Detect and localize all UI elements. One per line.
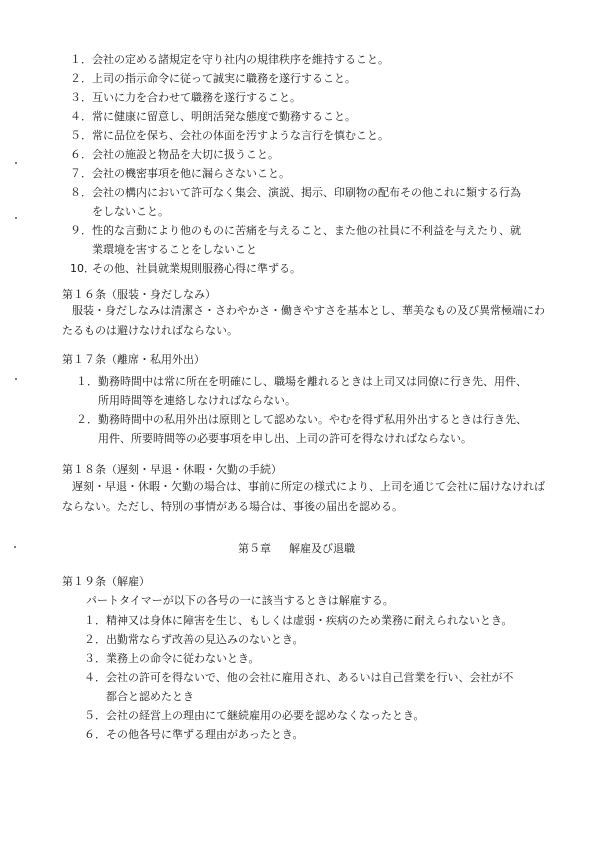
- item-text: 上司の指示命令に従って誠実に職務を遂行すること。: [92, 72, 356, 85]
- chapter-number: 第５章: [238, 542, 271, 555]
- item-number: ４．: [84, 671, 106, 684]
- list-item: [84, 630, 524, 649]
- item-number: ４．: [70, 110, 92, 123]
- item-number: ２．: [84, 633, 106, 646]
- item-text: 会社の機密事項を他に漏らさないこと。: [92, 167, 290, 180]
- item-text: 用件、所要時間等の必要事項を申し出、上司の許可を得なければならない。: [98, 432, 472, 445]
- item-text: 会社の経営上の理由にて継続雇用の必要を認めなくなったとき。: [106, 709, 425, 722]
- item-number: １．: [84, 614, 106, 627]
- list-item: [76, 372, 527, 410]
- list-item: [84, 649, 524, 668]
- list-item: [70, 69, 530, 88]
- list-item: [76, 410, 527, 448]
- list-item: [70, 221, 530, 259]
- item-text: 都合と認めたとき: [106, 690, 194, 703]
- item-number: ６．: [84, 728, 106, 741]
- item-text: その他、社員就業規則服務心得に準ずる。: [92, 262, 301, 275]
- item-text: 会社の許可を得ないで、他の会社に雇用され、あるいは自己営業を行い、会社が不: [106, 671, 514, 684]
- article-18-heading: 第１８条（遅刻・早退・休暇・欠勤の手続）: [62, 463, 282, 476]
- item-number: ３．: [70, 91, 92, 104]
- list-item: [84, 706, 524, 725]
- item-text: 常に健康に留意し、明朗活発な態度で勤務すること。: [92, 110, 356, 123]
- item-number: １．: [70, 53, 92, 66]
- item-number: ２．: [76, 413, 98, 426]
- scan-speck: [14, 546, 16, 548]
- article-16-line: 服装・身だしなみは清潔さ・さわやかさ・働きやすさを基本とし、華美なもの及び異常極端にわ: [72, 304, 545, 317]
- article-19-list: [84, 611, 524, 744]
- item-number: ５．: [70, 129, 92, 142]
- list-item: [70, 145, 530, 164]
- list-item: [70, 183, 530, 221]
- item-number: ９．: [70, 224, 92, 237]
- item-text: をしないこと。: [92, 205, 169, 218]
- article-16-line: たるものは避けなければならない。: [62, 324, 238, 337]
- article-16-body: [62, 301, 545, 341]
- item-number: ５．: [84, 709, 106, 722]
- article-18-line: ならない。ただし、特別の事情がある場合は、事後の届出を認める。: [62, 500, 403, 513]
- item-number: ２．: [70, 72, 92, 85]
- item-text: 業務上の命令に従わないとき。: [106, 652, 260, 665]
- item-text: 出勤常ならず改善の見込みのないとき。: [106, 633, 304, 646]
- scan-speck: [15, 217, 17, 219]
- list-item: [70, 164, 530, 183]
- item-text: 互いに力を合わせて職務を遂行すること。: [92, 91, 301, 104]
- article-17-list: [76, 372, 527, 448]
- item-text: 業環境を害することをしないこと: [92, 243, 257, 256]
- item-number: １．: [76, 375, 98, 388]
- list-item: [84, 725, 524, 744]
- list-item: [70, 259, 530, 278]
- scan-speck: [15, 378, 17, 380]
- item-text: 所用時間等を連絡しなければならない。: [98, 394, 296, 407]
- item-number: ３．: [84, 652, 106, 665]
- article-16-heading: 第１６条（服装・身だしなみ）: [62, 288, 216, 301]
- list-item: [84, 611, 524, 630]
- chapter-heading: [238, 541, 355, 557]
- article-19-heading: 第１９条（解雇）: [62, 575, 150, 588]
- rules-list: [70, 50, 530, 278]
- list-item: [70, 107, 530, 126]
- list-item: [70, 126, 530, 145]
- article-17-heading: 第１７条（離席・私用外出）: [62, 353, 205, 366]
- item-number: ７．: [70, 167, 92, 180]
- article-19-intro: パートタイマーが以下の各号の一に該当するときは解雇する。: [86, 594, 394, 607]
- item-text: 会社の構内において許可なく集会、演説、掲示、印刷物の配布その他これに類する行為: [92, 186, 521, 199]
- item-text: その他各号に準ずる理由があったとき。: [106, 728, 304, 741]
- article-18-line: 遅刻・早退・休暇・欠勤の場合は、事前に所定の様式により、上司を通じて会社に届けなければ: [72, 480, 545, 493]
- item-number: 10．: [70, 262, 95, 275]
- chapter-title: 解雇及び退職: [289, 542, 355, 555]
- item-text: 会社の施設と物品を大切に扱うこと。: [92, 148, 279, 161]
- item-text: 勤務時間中の私用外出は原則として認めない。やむを得ず私用外出するときは行き先、: [98, 413, 527, 426]
- item-text: 勤務時間中は常に所在を明確にし、職場を離れるときは上司又は同僚に行き先、用件、: [98, 375, 527, 388]
- item-text: 精神又は身体に障害を生じ、もしくは虚弱・疾病のため業務に耐えられないとき。: [106, 614, 513, 627]
- scan-speck: [15, 162, 17, 164]
- item-text: 常に品位を保ち、会社の体面を汚すような言行を慎むこと。: [92, 129, 389, 142]
- list-item: [70, 88, 530, 107]
- item-number: ６．: [70, 148, 92, 161]
- list-item: [70, 50, 530, 69]
- list-item: [84, 668, 524, 706]
- item-number: ８．: [70, 186, 92, 199]
- item-text: 性的な言動により他のものに苦痛を与えること、また他の社員に不利益を与えたり、就: [92, 224, 521, 237]
- item-text: 会社の定める諸規定を守り社内の規律秩序を維持すること。: [92, 53, 389, 66]
- article-18-body: [62, 477, 545, 517]
